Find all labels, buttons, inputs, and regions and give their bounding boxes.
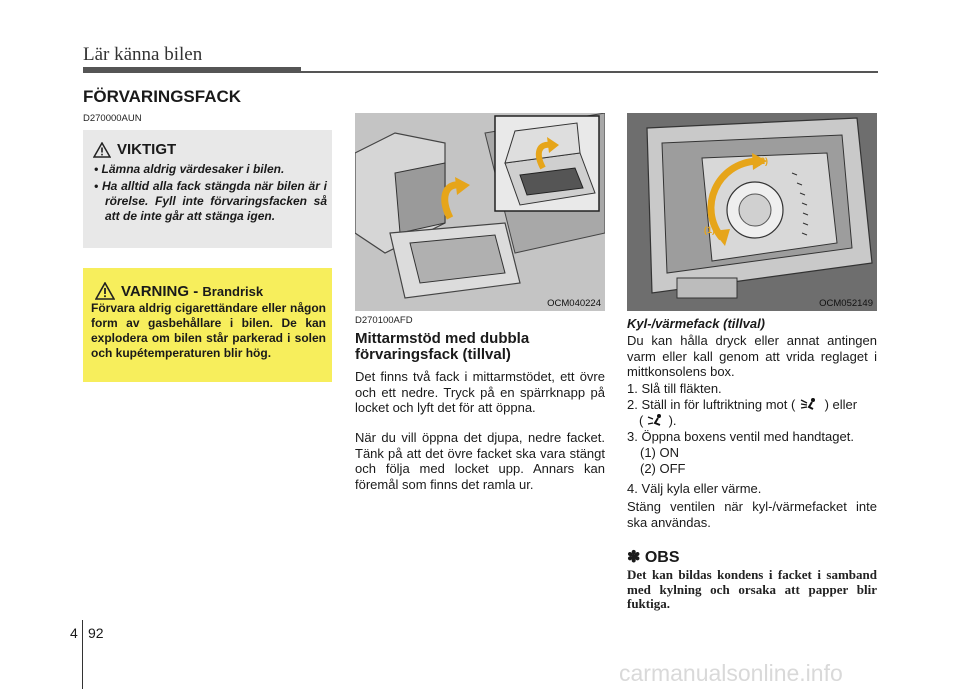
cooler-title: Kyl-/värmefack (tillval) — [627, 316, 766, 331]
varning-title: VARNING - Brandrisk — [121, 283, 264, 300]
header-rule-thick — [83, 67, 301, 73]
varning-body: Förvara aldrig cigarettändare eller någon form av gasbehållare i bilen. De kan explodera om bilen står parkerad i solen och kupétemperaturen blir hög. — [91, 301, 326, 360]
viktigt-item: • Ha alltid alla fack stängda när bilen är i rörelse. Fyll inte förvaringsfacken så att de inte går att stänga igen. — [94, 179, 327, 223]
cooler-step-4: 4. Välj kyla eller värme. — [627, 481, 762, 496]
cooler-closing: Stäng ventilen när kyl-/värmefacket inte ska användas. — [627, 499, 877, 530]
chapter-number: 4 — [70, 625, 78, 641]
armrest-figure — [355, 113, 605, 311]
cooler-step-3-off: (2) OFF — [640, 461, 686, 476]
obs-title: ✽ OBS — [627, 549, 680, 566]
viktigt-box — [83, 130, 332, 248]
watermark: carmanualsonline.info — [619, 660, 843, 686]
cooler-step-2: 2. Ställ in för luftriktning mot ( ) eller — [627, 397, 858, 412]
viktigt-list — [91, 162, 327, 226]
section-title: FÖRVARINGSFACK — [83, 87, 242, 106]
cooler-step-2-cont: ( ). — [639, 413, 677, 428]
header-rule-thin — [301, 71, 878, 73]
viktigt-title: VIKTIGT — [117, 141, 177, 158]
cooler-illustration — [627, 113, 877, 311]
header-title: Lär känna bilen — [83, 44, 203, 65]
vent-face-icon — [799, 397, 821, 411]
cooler-figure — [627, 113, 877, 311]
warning-triangle-icon — [93, 142, 111, 158]
marker-2: (2) — [757, 156, 768, 166]
doc-code-middle: D270100AFD — [355, 315, 413, 326]
vent-face-feet-icon — [647, 413, 665, 427]
varning-box — [83, 268, 332, 382]
obs-body: Det kan bildas kondens i facket i samband med kylning och orsaka att papper blir fuktiga. — [627, 567, 877, 611]
armrest-illustration — [355, 113, 605, 311]
cooler-step-3: 3. Öppna boxens ventil med handtaget. — [627, 429, 854, 444]
figure-label: OCM040224 — [547, 298, 601, 309]
viktigt-item: • Lämna aldrig värdesaker i bilen. — [94, 162, 285, 176]
figure-label: OCM052149 — [819, 298, 873, 309]
cooler-intro: Du kan hålla dryck eller annat antingen varm eller kall genom att vrida reglaget i mittkonsolens box. — [627, 333, 877, 379]
footer-rule — [82, 620, 83, 689]
doc-code-left: D270000AUN — [83, 113, 142, 124]
armrest-heading: Mittarmstöd med dubbla förvaringsfack (tillval) — [355, 330, 530, 363]
page-number: 92 — [88, 625, 104, 641]
armrest-paragraph-1: Det finns två fack i mittarmstödet, ett övre och ett nedre. Tryck på en spärrknapp på locket och lyft det för att öppna. — [355, 369, 605, 415]
cooler-step-1: 1. Slå till fläkten. — [627, 381, 722, 396]
armrest-paragraph-2: När du vill öppna det djupa, nedre facket. Tänk på att det övre facket ska vara stängt och följa med locket upp. Annars kan föremål som finns det ramla ur. — [355, 430, 605, 492]
cooler-step-3-on: (1) ON — [640, 445, 679, 460]
warning-triangle-icon — [95, 282, 115, 300]
marker-1: (1) — [704, 225, 715, 235]
